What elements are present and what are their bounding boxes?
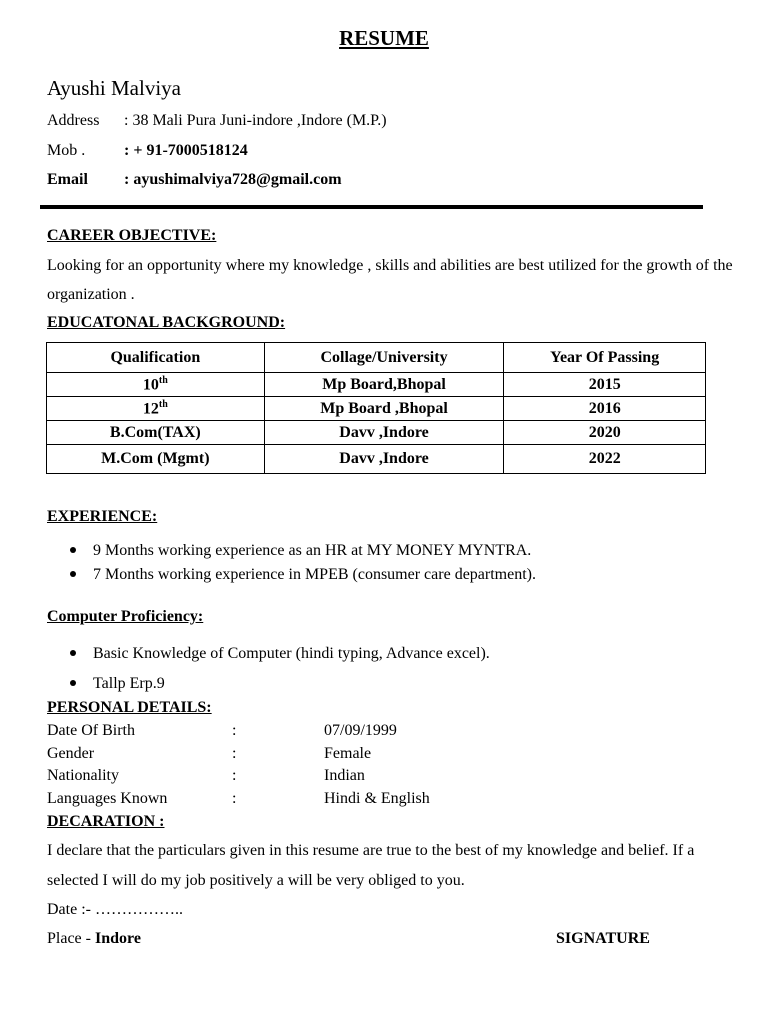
list-item: 7 Months working experience in MPEB (consumer care department). — [70, 563, 536, 587]
university-cell: Mp Board,Bhopal — [264, 373, 504, 397]
computer-proficiency-heading: Computer Proficiency: — [47, 608, 204, 625]
date-line — [47, 901, 183, 919]
personal-detail-row — [47, 790, 547, 812]
year-cell: 2015 — [504, 373, 706, 397]
table-row — [47, 445, 706, 474]
resume-title: RESUME — [339, 26, 429, 50]
date-label: Date :- — [47, 901, 95, 918]
table-row — [47, 397, 706, 421]
place-label: Place - — [47, 930, 95, 947]
column-header-qualification: Qualification — [47, 343, 265, 373]
header-divider — [40, 205, 703, 209]
email-value: : ayushimalviya728@gmail.com — [124, 171, 342, 188]
qualification-cell: 12th — [47, 397, 265, 421]
detail-value: Indian — [324, 767, 365, 784]
place-line — [47, 930, 141, 948]
bullet-icon — [70, 680, 76, 686]
bullet-icon — [70, 547, 76, 553]
list-item: Basic Knowledge of Computer (hindi typing, Advance excel). — [70, 639, 490, 669]
university-cell: Davv ,Indore — [264, 445, 504, 474]
declaration-heading: DECARATION : — [47, 813, 165, 830]
column-header-university: Collage/University — [264, 343, 504, 373]
personal-detail-row — [47, 745, 547, 767]
bullet-icon — [70, 650, 76, 656]
qualification-cell: 10th — [47, 373, 265, 397]
column-header-year: Year Of Passing — [504, 343, 706, 373]
year-cell: 2016 — [504, 397, 706, 421]
mob-value: : + 91-7000518124 — [124, 142, 248, 159]
detail-value: 07/09/1999 — [324, 722, 397, 739]
personal-detail-row — [47, 722, 547, 744]
table-row — [47, 421, 706, 445]
superscript: th — [158, 398, 168, 410]
signature-label: SIGNATURE — [556, 930, 650, 947]
superscript: th — [158, 374, 168, 386]
address-value: : 38 Mali Pura Juni-indore ,Indore (M.P.) — [124, 112, 387, 129]
university-cell: Davv ,Indore — [264, 421, 504, 445]
email-label: Email — [47, 171, 88, 188]
candidate-name: Ayushi Malviya — [47, 76, 181, 100]
year-cell: 2020 — [504, 421, 706, 445]
education-table — [46, 342, 706, 474]
table-header-row — [47, 343, 706, 373]
detail-key: Languages Known — [47, 790, 168, 807]
career-objective-text: Looking for an opportunity where my knowledge , skills and abilities are best utilized for the growth of the organization . — [47, 257, 733, 303]
year-cell: 2022 — [504, 445, 706, 474]
mob-label: Mob . — [47, 142, 86, 159]
personal-detail-row — [47, 767, 547, 789]
education-heading: EDUCATONAL BACKGROUND: — [47, 314, 286, 331]
detail-key: Gender — [47, 745, 95, 762]
personal-details-heading: PERSONAL DETAILS: — [47, 699, 212, 716]
detail-colon: : — [232, 767, 237, 784]
detail-colon: : — [232, 745, 237, 762]
bullet-icon — [70, 571, 76, 577]
list-item: Tallp Erp.9 — [70, 669, 490, 699]
computer-proficiency-list — [70, 639, 490, 699]
address-label: Address — [47, 112, 100, 129]
qualification-cell: B.Com(TAX) — [47, 421, 265, 445]
detail-value: Female — [324, 745, 372, 762]
detail-colon: : — [232, 790, 237, 807]
university-cell: Mp Board ,Bhopal — [264, 397, 504, 421]
place-value: Indore — [94, 930, 141, 947]
list-item: 9 Months working experience as an HR at MY MONEY MYNTRA. — [70, 539, 536, 563]
date-value: …………….. — [94, 901, 183, 918]
qualification-cell: M.Com (Mgmt) — [47, 445, 265, 474]
declaration-text: I declare that the particulars given in this resume are true to the best of my knowledge and belief. If a selected I will do my job positively a will be very obliged to you. — [47, 842, 695, 889]
career-objective-heading: CAREER OBJECTIVE: — [47, 227, 217, 244]
detail-value: Hindi & English — [324, 790, 430, 807]
detail-key: Nationality — [47, 767, 119, 784]
table-row — [47, 373, 706, 397]
experience-heading: EXPERIENCE: — [47, 508, 158, 525]
experience-list — [70, 539, 536, 587]
detail-key: Date Of Birth — [47, 722, 135, 739]
detail-colon: : — [232, 722, 237, 739]
